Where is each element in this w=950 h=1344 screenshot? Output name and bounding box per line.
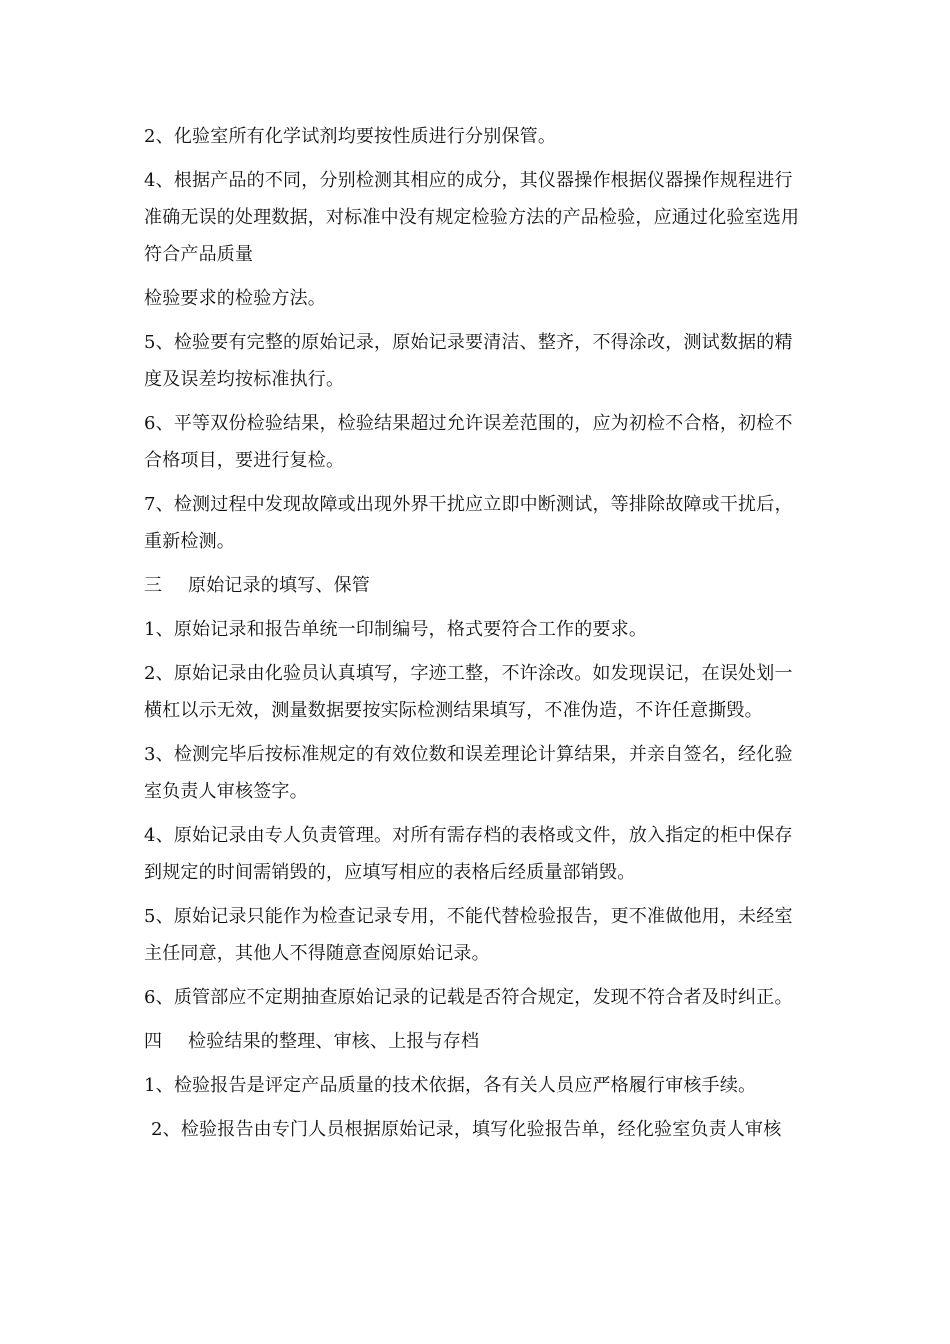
section-title: 检验结果的整理、审核、上报与存档: [188, 1031, 480, 1052]
paragraph-detection-method: 4、根据产品的不同，分别检测其相应的成分，其仪器操作根据仪器操作规程进行准确无误的处理数据，对标准中没有规定检验方法的产品检验，应通过化验室选用符合产品质量: [144, 170, 800, 265]
paragraph-reagent-storage: 2、化验室所有化学试剂均要按性质进行分别保管。: [144, 126, 557, 147]
section-number: 四: [144, 1031, 163, 1052]
section-number: 三: [144, 575, 163, 596]
paragraph-interference: 7、检测过程中发现故障或出现外界干扰应立即中断测试，等排除故障或干扰后，重新检测。: [144, 494, 793, 552]
section-heading-records: [144, 567, 810, 604]
list-item: 3、检测完毕后按标准规定的有效位数和误差理论计算结果，并亲自签名，经化验室负责人审核签字。: [144, 744, 793, 802]
paragraph-duplicate-results: 6、平等双份检验结果，检验结果超过允许误差范围的，应为初检不合格，初检不合格项目，要进行复检。: [144, 413, 793, 471]
section-title: 原始记录的填写、保管: [188, 575, 370, 596]
list-item: 2、检验报告由专门人员根据原始记录，填写化验报告单，经化验室负责人审核: [151, 1119, 782, 1140]
list-item: 5、原始记录只能作为检查记录专用，不能代替检验报告，更不准做他用，未经室主任同意，其他人不得随意查阅原始记录。: [144, 906, 793, 964]
document-body: [144, 118, 810, 1155]
list-item: 1、原始记录和报告单统一印制编号，格式要符合工作的要求。: [144, 619, 648, 640]
list-item: 1、检验报告是评定产品质量的技术依据，各有关人员应严格履行审核手续。: [144, 1075, 757, 1096]
paragraph-original-record: 5、检验要有完整的原始记录，原始记录要清洁、整齐，不得涂改，测试数据的精度及误差均按标准执行。: [144, 332, 793, 390]
section-heading-results: [144, 1023, 810, 1060]
list-item: 6、质管部应不定期抽查原始记录的记载是否符合规定，发现不符合者及时纠正。: [144, 987, 793, 1008]
list-item: 4、原始记录由专人负责管理。对所有需存档的表格或文件，放入指定的柜中保存到规定的时间需销毁的，应填写相应的表格后经质量部销毁。: [144, 825, 793, 883]
paragraph-detection-method-cont: 检验要求的检验方法。: [144, 288, 326, 309]
list-item: 2、原始记录由化验员认真填写，字迹工整，不许涂改。如发现误记，在误处划一横杠以示无效，测量数据要按实际检测结果填写，不准伪造，不许任意撕毁。: [144, 663, 793, 721]
